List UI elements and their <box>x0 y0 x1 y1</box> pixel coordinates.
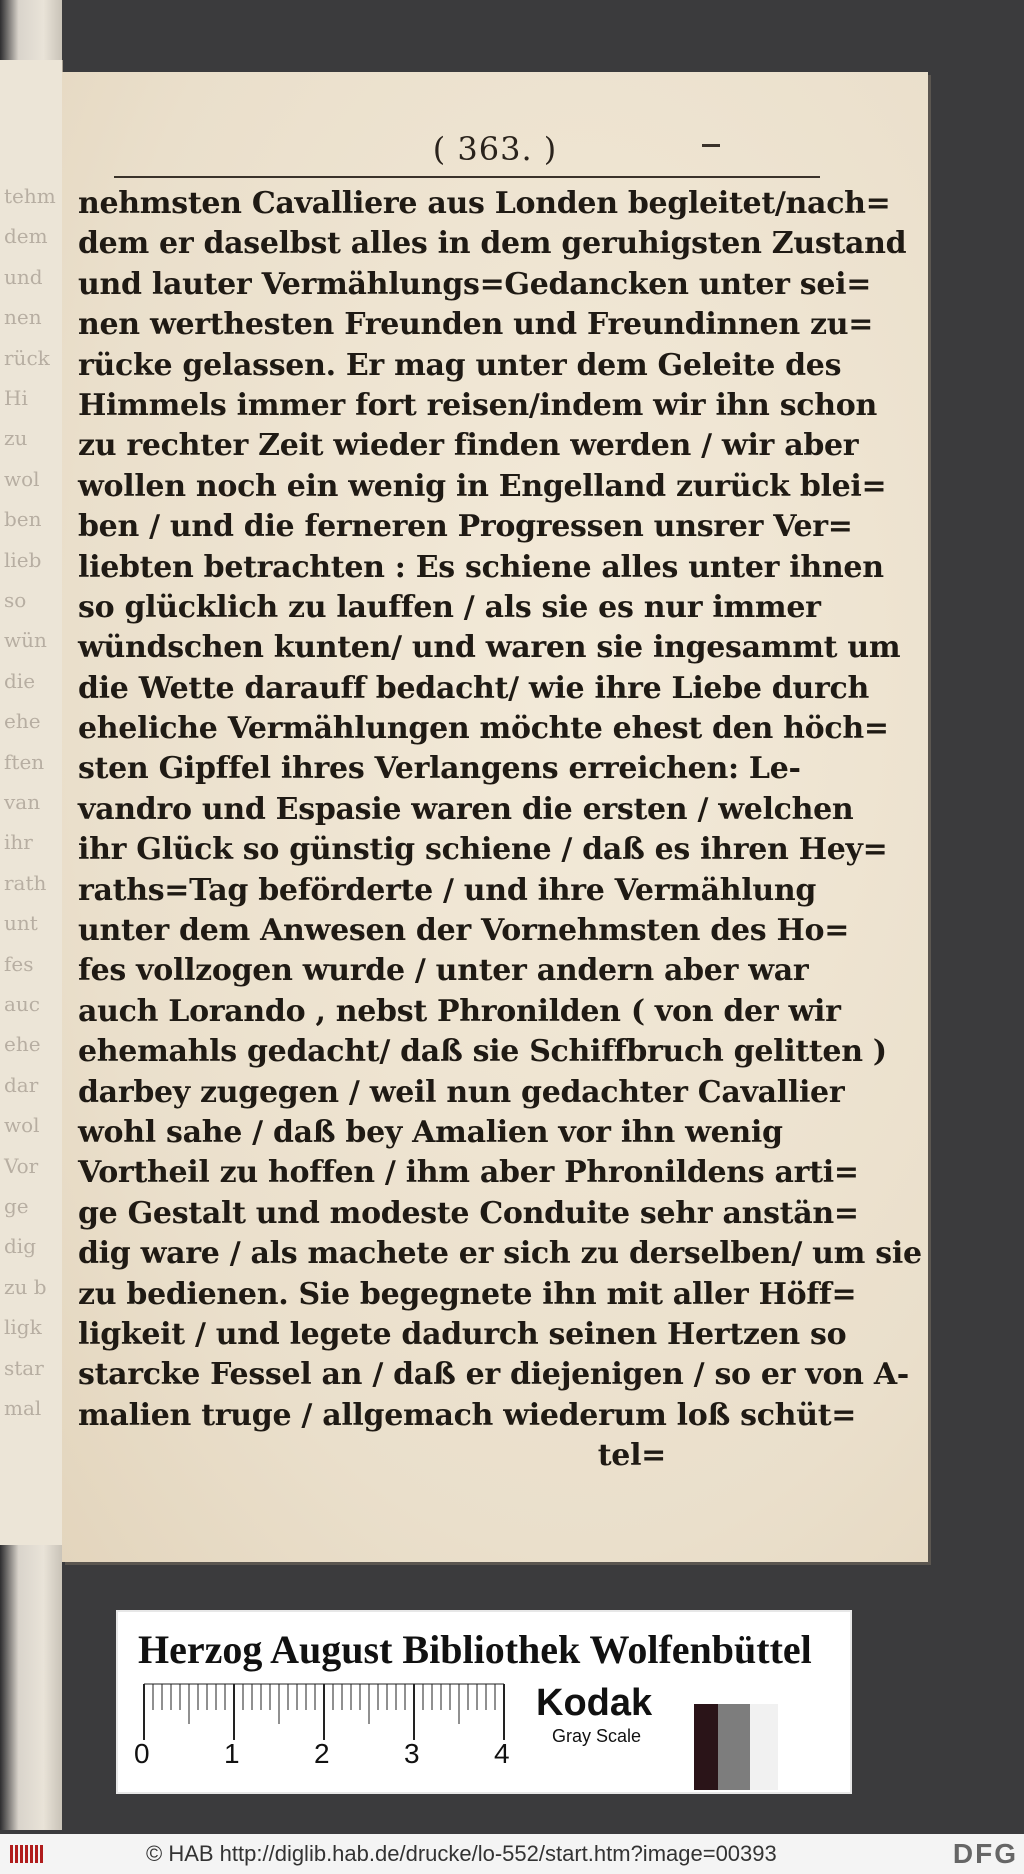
text-line: raths=Tag beförderte / und ihre Vermählung <box>78 872 817 908</box>
previous-page-fragment: wol <box>4 1113 40 1138</box>
text-line: ligkeit / und legete dadurch seinen Hertzen so <box>78 1316 847 1352</box>
header-rule <box>114 176 820 178</box>
previous-page-fragment: ligk <box>4 1315 42 1340</box>
footer-bar <box>0 1834 1024 1874</box>
previous-page-fragment: dem <box>4 224 48 249</box>
previous-page-fragment: Vor <box>4 1153 39 1178</box>
library-name: Herzog August Bibliothek Wolfenbüttel <box>138 1627 812 1672</box>
previous-page-fragment: ihr <box>4 830 33 855</box>
previous-page-fragment: zu b <box>4 1274 47 1299</box>
previous-page-fragment: so <box>4 588 27 612</box>
text-line: malien truge / allgemach wiederum loß schüt= <box>78 1397 857 1433</box>
kodak-gray-scale-label: Gray Scale <box>552 1726 642 1746</box>
previous-page-fragment: zu <box>4 426 28 451</box>
text-line: zu rechter Zeit wieder finden werden / wir aber <box>78 428 859 464</box>
text-line: wollen noch ein wenig in Engelland zurück blei= <box>78 468 887 504</box>
previous-page-fragment: rath <box>4 870 47 895</box>
ruler-label-2: 2 <box>314 1738 330 1769</box>
scan-color-target <box>118 1612 850 1792</box>
catchword: tel= <box>597 1438 666 1474</box>
text-line: fes vollzogen wurde / unter andern aber war <box>78 953 809 989</box>
ruler-label-4: 4 <box>494 1738 510 1769</box>
previous-page-fragment: die <box>4 668 36 693</box>
text-line: sten Gipffel ihres Verlangens erreichen: Le- <box>78 751 801 787</box>
previous-page-fragment: ften <box>4 749 45 774</box>
text-line: ben / und die ferneren Progressen unsrer Ver= <box>78 509 853 545</box>
previous-page-fragment: Hi <box>4 386 28 410</box>
previous-page-fragment: ehe <box>4 1032 41 1057</box>
page-text <box>78 184 922 1477</box>
text-line: dig ware / als machete er sich zu derselben/ um sie <box>78 1236 922 1272</box>
text-line: darbey zugegen / weil nun gedachter Cavallier <box>78 1074 845 1110</box>
ruler-label-0: 0 <box>134 1738 150 1769</box>
scale-ruler <box>142 1684 522 1744</box>
text-line: auch Lorando , nebst Phronilden ( von der wir <box>78 993 841 1029</box>
previous-page-fragment: dig <box>4 1234 37 1259</box>
previous-page-fragment: wol <box>4 466 40 491</box>
text-line: so glücklich zu lauffen / als sie es nur immer <box>78 589 821 625</box>
previous-page-fragment: und <box>4 264 43 289</box>
previous-page-edge <box>0 60 63 1545</box>
text-line: die Wette darauff bedacht/ wie ihre Liebe durch <box>78 670 869 706</box>
previous-page-fragment: nen <box>4 305 42 330</box>
gray-swatch-dark <box>694 1704 718 1790</box>
text-line: zu bedienen. Sie begegnete ihn mit aller Höff= <box>78 1276 857 1312</box>
text-line: ehemahls gedacht/ daß sie Schiffbruch gelitten ) <box>78 1034 887 1070</box>
previous-page-fragment: tehm <box>4 184 56 208</box>
previous-page-fragment: unt <box>4 911 38 936</box>
text-line: wohl sahe / daß bey Amalien vor ihn wenig <box>78 1114 783 1150</box>
copyright-url: © HAB http://diglib.hab.de/drucke/lo-552/start.htm?image=00393 <box>146 1841 777 1866</box>
previous-page-fragment: rück <box>4 345 50 370</box>
text-line: Vortheil zu hoffen / ihm aber Phronildens arti= <box>78 1155 859 1191</box>
book-page <box>62 72 928 1562</box>
header-dash-mark <box>702 144 720 147</box>
text-line: unter dem Anwesen der Vornehmsten des Ho= <box>78 913 850 949</box>
text-line: rücke gelassen. Er mag unter dem Geleite des <box>78 347 842 383</box>
page-number: ( 363. ) <box>432 130 558 168</box>
previous-page-fragment: ben <box>4 507 42 532</box>
text-line: nehmsten Cavalliere aus Londen begleitet/nach= <box>78 186 891 221</box>
text-line: Himmels immer fort reisen/indem wir ihn schon <box>78 387 878 423</box>
previous-page-fragment: fes <box>4 951 34 976</box>
ruler-label-3: 3 <box>404 1738 420 1769</box>
text-line: starcke Fessel an / daß er diejenigen / so er von A- <box>78 1357 909 1393</box>
hab-logo-icon <box>8 1842 48 1866</box>
previous-page-fragment: star <box>4 1355 44 1380</box>
previous-page-fragment: lieb <box>4 547 42 572</box>
previous-page-fragment: mal <box>4 1396 42 1420</box>
gray-swatch-mid <box>718 1704 750 1790</box>
kodak-logo: Kodak <box>536 1682 653 1724</box>
gray-swatch-light <box>750 1704 778 1790</box>
previous-page-fragment: auc <box>4 992 41 1016</box>
text-line: wündschen kunten/ und waren sie ingesammt um <box>78 630 901 666</box>
text-line: dem er daselbst alles in dem geruhigsten Zustand <box>78 226 907 262</box>
text-line: eheliche Vermählungen möchte ehest den höch= <box>78 711 889 747</box>
previous-page-fragment: wün <box>4 628 47 653</box>
text-line: und lauter Vermählungs=Gedancken unter sei= <box>78 266 872 302</box>
text-line: ihr Glück so günstig schiene / daß es ihren Hey= <box>78 832 888 868</box>
text-line: ge Gestalt und modeste Conduite sehr anstän= <box>78 1195 859 1231</box>
text-line: liebten betrachten : Es schiene alles unter ihnen <box>78 549 884 585</box>
previous-page-fragment: ehe <box>4 709 41 734</box>
text-line: vandro und Espasie waren die ersten / welchen <box>78 791 854 827</box>
previous-page-fragment: dar <box>4 1072 39 1097</box>
ruler-label-1: 1 <box>224 1738 240 1769</box>
previous-page-fragment: van <box>4 790 41 814</box>
dfg-logo: DFG <box>952 1838 1018 1869</box>
previous-page-fragment: ge <box>4 1194 29 1218</box>
text-line: nen werthesten Freunden und Freundinnen zu= <box>78 307 874 343</box>
